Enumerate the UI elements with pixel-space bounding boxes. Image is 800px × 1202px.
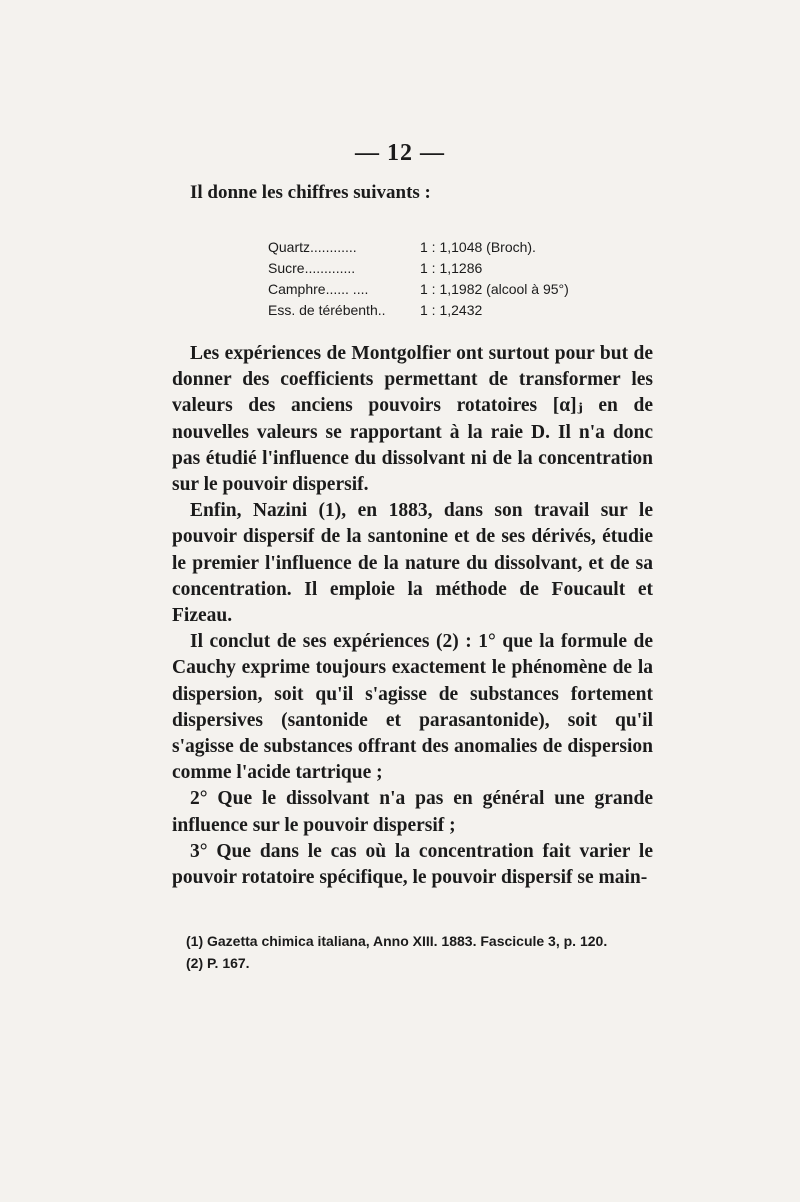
intro-line: Il donne les chiffres suivants : bbox=[190, 182, 431, 203]
paragraph-conclusion-1: Il conclut de ses expériences (2) : 1° que la formule de Cauchy exprime toujours exactement le phénomène de la dispersion, soit qu'il s'agisse de substances fortement dispersives (santonide et parasantonide), soit qu'il s'agisse de substances offrant des anomalies de dispersion comme l'acide tartrique ; bbox=[172, 631, 653, 784]
table-row bbox=[268, 300, 569, 321]
page-number: — 12 — bbox=[355, 140, 445, 166]
ratio-cell: 1 : 1,1048 (Broch). bbox=[420, 239, 536, 255]
rotation-values-table bbox=[268, 237, 569, 321]
ratio-cell: 1 : 1,1286 bbox=[420, 260, 483, 276]
footnote-1: (1) Gazetta chimica italiana, Anno XIII. 1883. Fascicule 3, p. 120. bbox=[186, 933, 608, 949]
paragraph-nazini: Enfin, Nazini (1), en 1883, dans son travail sur le pouvoir dispersif de la santonine et de ses dérivés, étudie le premier l'influence de la nature du dissolvant, et de sa concentration. Il emploie la méthode de Foucault et Fizeau. bbox=[172, 500, 653, 627]
body-text bbox=[172, 341, 653, 891]
footnotes bbox=[186, 930, 607, 974]
table-row bbox=[268, 258, 569, 279]
paragraph-montgolfier: Les expériences de Montgolfier ont surtout pour but de donner des coefficients permettant de transformer les valeurs des anciens pouvoirs rotatoires [α]ⱼ en de nouvelles valeurs se rapportant à la raie D. Il n'a donc pas étudié l'influence du dissolvant ni de la concentration sur le pouvoir dispersif. bbox=[172, 343, 653, 496]
paragraph-conclusion-2: 2° Que le dissolvant n'a pas en général une grande influence sur le pouvoir dispersif ; bbox=[172, 788, 653, 836]
footnote-2: (2) P. 167. bbox=[186, 955, 250, 971]
substance-cell: Sucre............. bbox=[268, 260, 356, 276]
table-row bbox=[268, 279, 569, 300]
substance-cell: Camphre...... .... bbox=[268, 281, 369, 297]
table-row bbox=[268, 237, 569, 258]
paragraph-conclusion-3: 3° Que dans le cas où la concentration fait varier le pouvoir rotatoire spécifique, le pouvoir dispersif se main- bbox=[172, 840, 653, 889]
ratio-cell: 1 : 1,2432 bbox=[420, 302, 483, 318]
substance-cell: Quartz............ bbox=[268, 239, 357, 255]
substance-cell: Ess. de térébenth.. bbox=[268, 302, 386, 318]
ratio-cell: 1 : 1,1982 (alcool à 95°) bbox=[420, 281, 569, 297]
